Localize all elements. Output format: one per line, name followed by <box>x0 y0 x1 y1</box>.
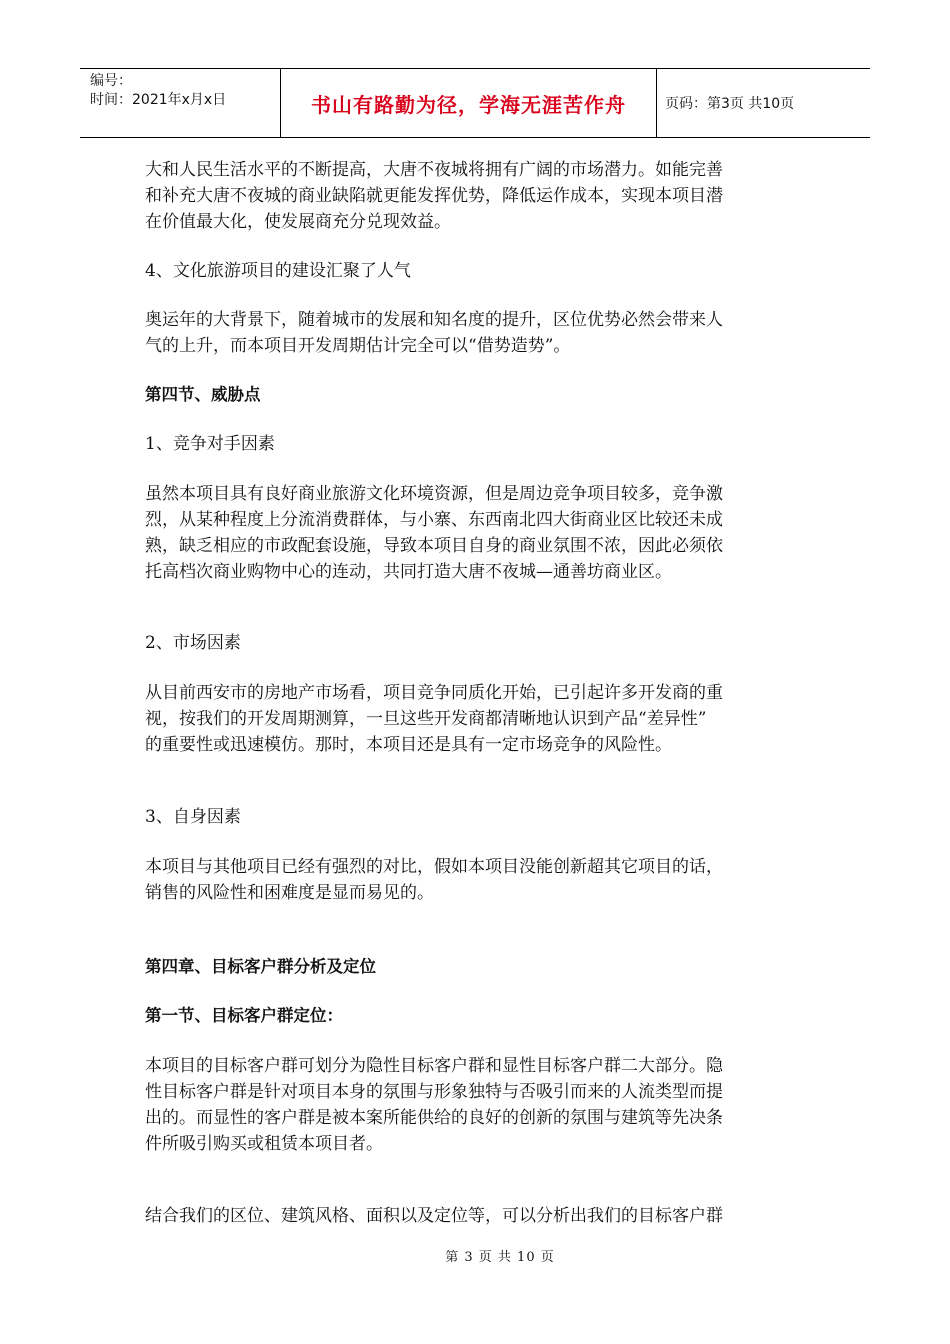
header-motto: 书山有路勤为径，学海无涯苦作舟 <box>281 69 657 137</box>
chapter-heading: 第四章、目标客户群分析及定位 <box>145 957 376 976</box>
header-meta <box>80 69 281 137</box>
subsection-heading: 1、竞争对手因素 <box>145 434 275 454</box>
subsection-heading: 3、自身因素 <box>145 807 241 827</box>
paragraph-line: 出的。而显性的客户群是被本案所能供给的良好的创新的氛围与建筑等先决条 <box>145 1108 723 1128</box>
document-number: 编号： <box>90 73 132 89</box>
paragraph-line: 大和人民生活水平的不断提高，大唐不夜城将拥有广阔的市场潜力。如能完善 <box>145 160 723 180</box>
section-heading: 第一节、目标客户群定位： <box>145 1006 343 1025</box>
paragraph-line: 熟，缺乏相应的市政配套设施，导致本项目自身的商业氛围不浓，因此必须依 <box>145 536 723 556</box>
paragraph-line: 件所吸引购买或租赁本项目者。 <box>145 1134 383 1154</box>
paragraph-line: 奥运年的大背景下，随着城市的发展和知名度的提升，区位优势必然会带来人 <box>145 310 723 330</box>
paragraph-line: 视，按我们的开发周期测算，一旦这些开发商都清晰地认识到产品“差异性” <box>145 709 707 729</box>
paragraph-line: 从目前西安市的房地产市场看，项目竞争同质化开始，已引起许多开发商的重 <box>145 683 723 703</box>
paragraph-line: 气的上升，而本项目开发周期估计完全可以“借势造势”。 <box>145 336 571 356</box>
section-heading: 第四节、威胁点 <box>145 385 261 404</box>
paragraph-line: 的重要性或迅速模仿。那时，本项目还是具有一定市场竞争的风险性。 <box>145 735 672 755</box>
subsection-heading: 4、文化旅游项目的建设汇聚了人气 <box>145 261 411 281</box>
page-header <box>80 68 870 138</box>
paragraph-line: 本项目的目标客户群可划分为隐性目标客户群和显性目标客户群二大部分。隐 <box>145 1056 723 1076</box>
paragraph-line: 托高档次商业购物中心的连动，共同打造大唐不夜城—通善坊商业区。 <box>145 562 672 582</box>
paragraph-line: 虽然本项目具有良好商业旅游文化环境资源，但是周边竞争项目较多，竞争激 <box>145 484 723 504</box>
header-page-number: 页码：第3页 共10页 <box>665 96 795 112</box>
paragraph-line: 和补充大唐不夜城的商业缺陷就更能发挥优势，降低运作成本，实现本项目潜 <box>145 186 723 206</box>
paragraph-line: 销售的风险性和困难度是显而易见的。 <box>145 883 434 903</box>
paragraph-line: 性目标客户群是针对项目本身的氛围与形象独特与否吸引而来的人流类型而提 <box>145 1082 723 1102</box>
subsection-heading: 2、市场因素 <box>145 633 241 653</box>
page-footer: 第 3 页 共 10 页 <box>445 1250 555 1265</box>
paragraph-line: 结合我们的区位、建筑风格、面积以及定位等，可以分析出我们的目标客户群 <box>145 1206 723 1226</box>
paragraph-line: 在价值最大化，使发展商充分兑现效益。 <box>145 212 451 232</box>
paragraph-line: 烈，从某种程度上分流消费群体，与小寨、东西南北四大街商业区比较还未成 <box>145 510 723 530</box>
document-date: 时间：2021年x月x日 <box>90 92 227 108</box>
paragraph-line: 本项目与其他项目已经有强烈的对比，假如本项目没能创新超其它项目的话， <box>145 857 723 877</box>
